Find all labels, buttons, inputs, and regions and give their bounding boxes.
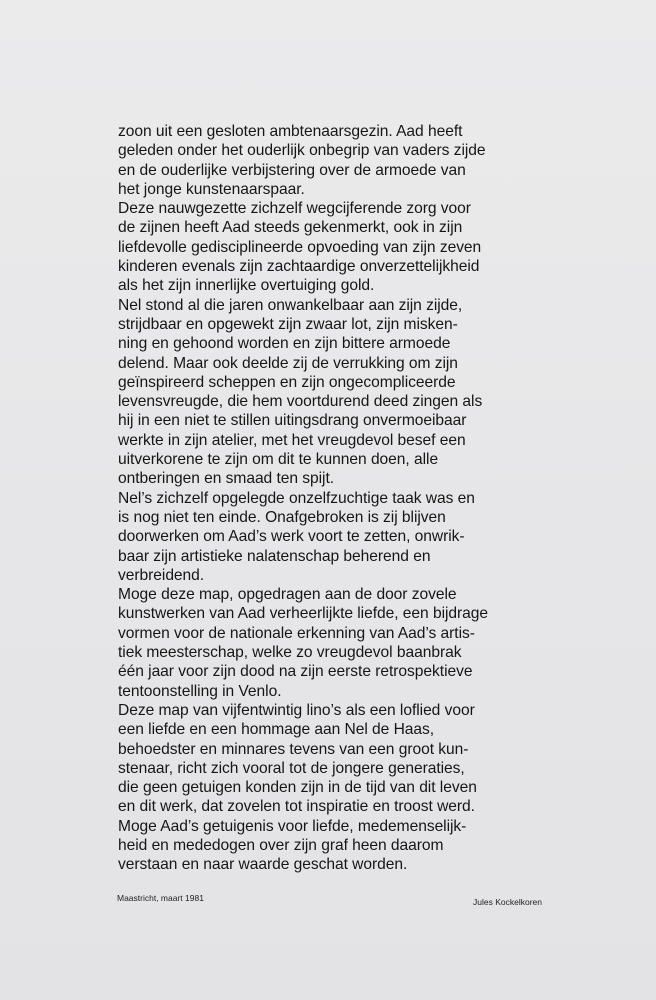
text-line: tentoonstelling in Venlo. (118, 682, 282, 700)
text-line: hij in een niet te stillen uitingsdrang onvermoeibaar (118, 412, 467, 430)
text-line: werkte in zijn atelier, met het vreugdevol besef een (118, 431, 466, 449)
place-date-signature: Maastricht, maart 1981 (117, 893, 204, 903)
text-line: Deze nauwgezette zichzelf wegcijferende zorg voor (118, 200, 471, 218)
text-line: behoedster en minnares tevens van een groot kun- (118, 740, 469, 758)
text-line: vormen voor de nationale erkenning van Aad’s artis- (118, 624, 475, 642)
text-line: als het zijn innerlijke overtuiging gold. (118, 277, 375, 295)
text-line: verbreidend. (118, 566, 205, 584)
text-line: heid en mededogen over zijn graf heen daarom (118, 836, 444, 854)
text-line: liefdevolle gedisciplineerde opvoeding van zijn zeven (118, 238, 482, 256)
text-line: die geen getuigen konden zijn in de tijd van dit leven (118, 779, 477, 797)
text-line: baar zijn artistieke nalatenschap beherend en (118, 547, 431, 565)
text-line: Deze map van vijfentwintig lino’s als een loflied voor (118, 701, 475, 719)
text-line: levensvreugde, die hem voortdurend deed zingen als (118, 393, 483, 411)
text-line: kunstwerken van Aad verheerlijkte liefde, een bijdrage (118, 605, 489, 623)
text-line: één jaar voor zijn dood na zijn eerste retrospektieve (118, 663, 473, 681)
text-line: kinderen evenals zijn zachtaardige onverzettelijkheid (118, 258, 480, 276)
text-line: Moge Aad’s getuigenis voor liefde, medemenselijk- (118, 817, 467, 835)
body-text (118, 122, 558, 875)
text-line: en de ouderlijke verbijstering over de armoede van (118, 161, 466, 179)
text-line: ning en gehoond worden en zijn bittere armoede (118, 335, 451, 353)
text-line: Nel’s zichzelf opgelegde onzelfzuchtige taak was en (118, 489, 475, 507)
text-line: geïnspireerd scheppen en zijn ongecompliceerde (118, 373, 456, 391)
text-line: zoon uit een gesloten ambtenaarsgezin. Aad heeft (118, 123, 463, 140)
text-line: en dit werk, dat zovelen tot inspiratie en troost werd. (118, 798, 475, 816)
text-line: ontberingen en smaad ten spijt. (118, 470, 335, 488)
text-line: stenaar, richt zich vooral tot de jongere generaties, (118, 759, 465, 777)
text-line: geleden onder het ouderlijk onbegrip van vaders zijde (118, 142, 486, 160)
text-line: is nog niet ten einde. Onafgebroken is zij blijven (118, 508, 446, 526)
text-line: Moge deze map, opgedragen aan de door zovele (118, 586, 457, 604)
text-line: het jonge kunstenaarspaar. (118, 180, 305, 198)
author-signature: Jules Kockelkoren (473, 897, 542, 907)
text-line: uitverkorene te zijn om dit te kunnen doen, alle (118, 451, 439, 469)
text-line: Nel stond al die jaren onwankelbaar aan zijn zijde, (118, 296, 463, 314)
text-line: delend. Maar ook deelde zij de verrukking om zijn (118, 354, 458, 372)
text-line: doorwerken om Aad’s werk voort te zetten, onwrik- (118, 528, 465, 546)
text-line: strijdbaar en opgewekt zijn zwaar lot, zijn misken- (118, 315, 458, 333)
text-line: de zijnen heeft Aad steeds gekenmerkt, ook in zijn (118, 219, 463, 237)
text-line: tiek meesterschap, welke zo vreugdevol baanbrak (118, 644, 462, 662)
text-line: een liefde en een hommage aan Nel de Haas, (118, 721, 435, 739)
text-line: verstaan en naar waarde geschat worden. (118, 856, 408, 874)
